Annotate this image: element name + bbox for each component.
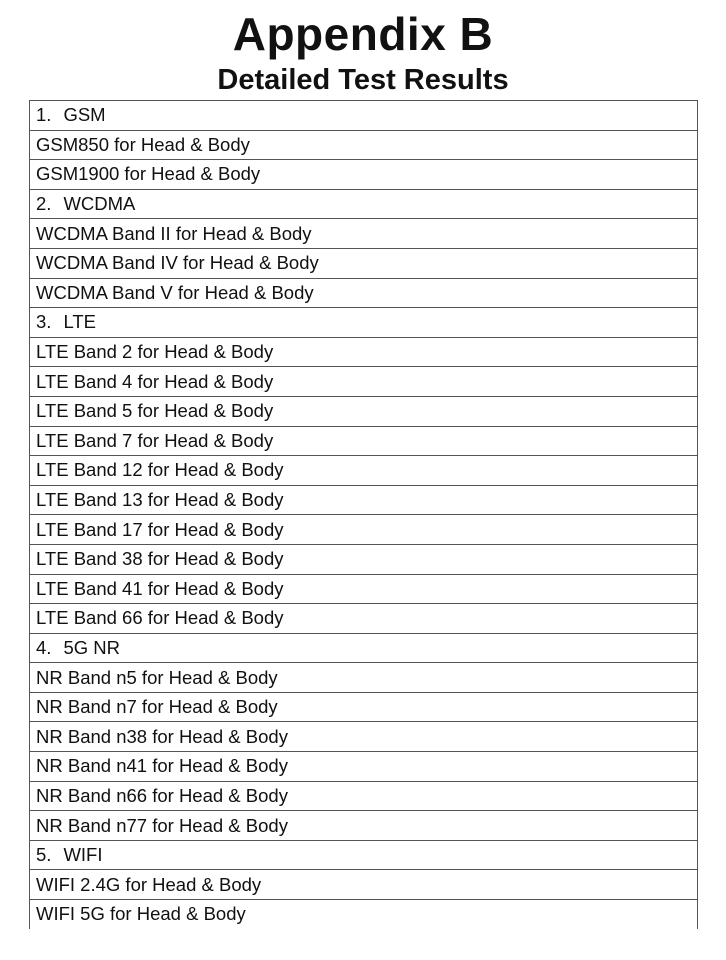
table-row <box>30 219 698 249</box>
section-heading <box>30 633 698 663</box>
section-heading <box>30 101 698 131</box>
table-row <box>30 604 698 634</box>
section-heading <box>30 189 698 219</box>
section-heading <box>30 840 698 870</box>
result-item: WIFI 2.4G for Head & Body <box>30 870 698 900</box>
result-item: NR Band n77 for Head & Body <box>30 811 698 841</box>
result-item: GSM850 for Head & Body <box>30 130 698 160</box>
result-item: LTE Band 4 for Head & Body <box>30 367 698 397</box>
result-item: LTE Band 7 for Head & Body <box>30 426 698 456</box>
table-row <box>30 781 698 811</box>
table-row <box>30 278 698 308</box>
result-item: LTE Band 12 for Head & Body <box>30 456 698 486</box>
result-item: WIFI 5G for Head & Body <box>30 900 698 929</box>
section-number: 1. <box>36 104 52 126</box>
results-table-body <box>30 101 698 929</box>
result-item: LTE Band 2 for Head & Body <box>30 337 698 367</box>
section-name: 5G NR <box>63 636 120 658</box>
result-item: LTE Band 66 for Head & Body <box>30 604 698 634</box>
table-row <box>30 900 698 929</box>
table-row <box>30 248 698 278</box>
table-row <box>30 456 698 486</box>
table-row <box>30 426 698 456</box>
section-row-gsm <box>30 101 698 131</box>
section-name: WCDMA <box>63 193 136 215</box>
result-item: NR Band n66 for Head & Body <box>30 781 698 811</box>
table-row <box>30 515 698 545</box>
section-number: 2. <box>36 193 52 215</box>
table-row <box>30 752 698 782</box>
table-row <box>30 337 698 367</box>
result-item: LTE Band 17 for Head & Body <box>30 515 698 545</box>
result-item: NR Band n5 for Head & Body <box>30 663 698 693</box>
section-heading <box>30 308 698 338</box>
result-item: LTE Band 41 for Head & Body <box>30 574 698 604</box>
section-row-wifi <box>30 840 698 870</box>
section-row-wcdma <box>30 189 698 219</box>
table-row <box>30 692 698 722</box>
table-row <box>30 367 698 397</box>
result-item: NR Band n38 for Head & Body <box>30 722 698 752</box>
result-item: NR Band n41 for Head & Body <box>30 752 698 782</box>
section-row-lte <box>30 308 698 338</box>
table-row <box>30 574 698 604</box>
results-table <box>29 100 698 929</box>
section-number: 4. <box>36 636 52 658</box>
result-item: LTE Band 5 for Head & Body <box>30 396 698 426</box>
result-item: LTE Band 13 for Head & Body <box>30 485 698 515</box>
section-number: 3. <box>36 311 52 333</box>
page-subtitle: Detailed Test Results <box>217 64 509 96</box>
result-item: WCDMA Band IV for Head & Body <box>30 248 698 278</box>
table-row <box>30 544 698 574</box>
section-name: LTE <box>63 311 96 333</box>
table-row <box>30 870 698 900</box>
table-row <box>30 663 698 693</box>
table-row <box>30 160 698 190</box>
result-item: LTE Band 38 for Head & Body <box>30 544 698 574</box>
table-row <box>30 130 698 160</box>
table-row <box>30 396 698 426</box>
page-title: Appendix B <box>232 8 494 60</box>
table-row <box>30 485 698 515</box>
section-name: WIFI <box>63 844 103 866</box>
section-row-5g-nr <box>30 633 698 663</box>
section-number: 5. <box>36 844 52 866</box>
result-item: GSM1900 for Head & Body <box>30 160 698 190</box>
result-item: WCDMA Band II for Head & Body <box>30 219 698 249</box>
table-row <box>30 811 698 841</box>
result-item: WCDMA Band V for Head & Body <box>30 278 698 308</box>
table-row <box>30 722 698 752</box>
section-name: GSM <box>63 104 106 126</box>
result-item: NR Band n7 for Head & Body <box>30 692 698 722</box>
